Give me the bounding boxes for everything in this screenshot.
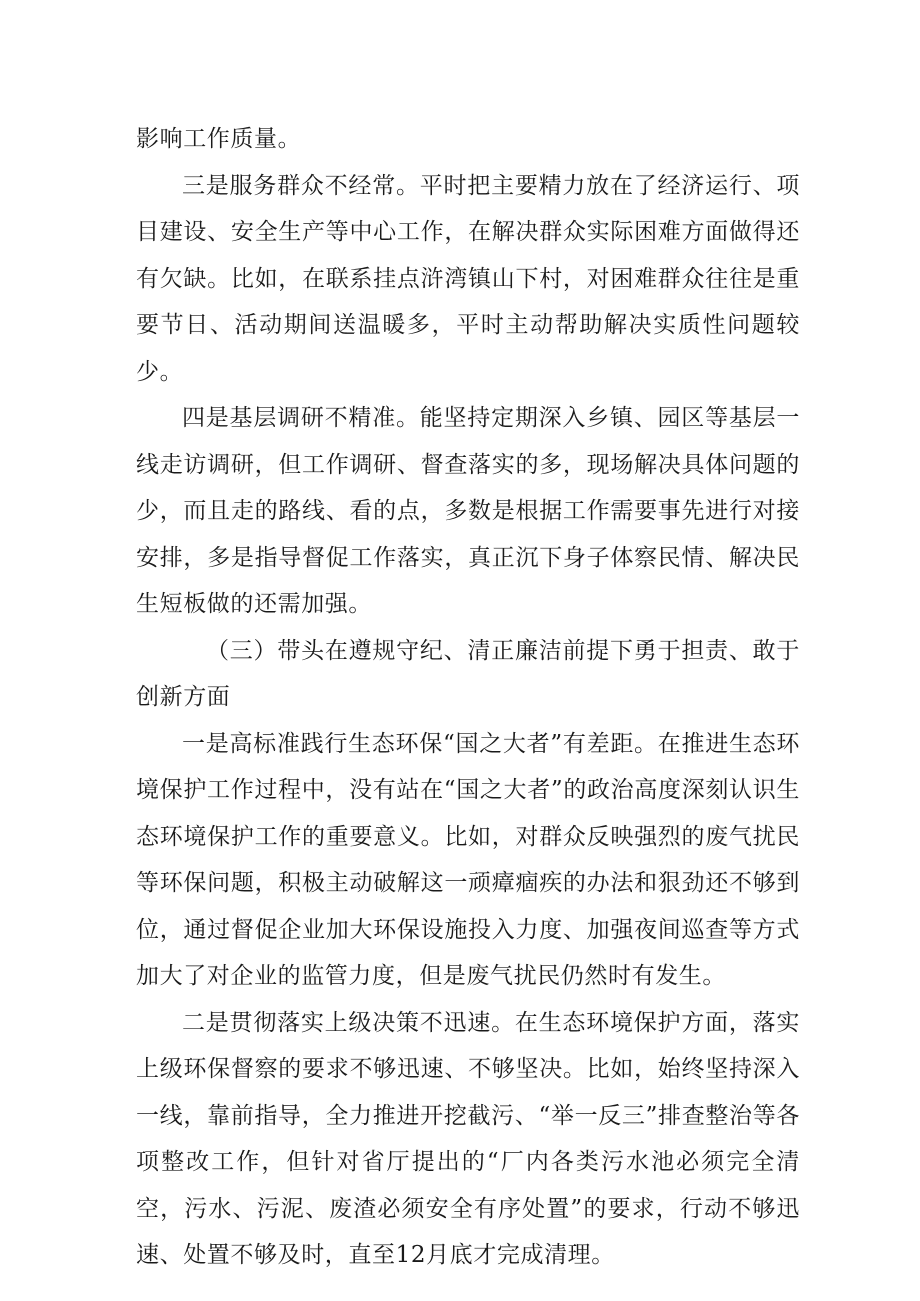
section-heading-three: （三）带头在遵规守纪、清正廉洁前提下勇于担责、敢于创新方面 [136,637,800,710]
paragraph-service-masses: 三是服务群众不经常。平时把主要精力放在了经济运行、项目建设、安全生产等中心工作，在解决群众实际困难方面做得还有欠缺。比如，在联系挂点浒湾镇山下村，对困难群众往往是重要节日、活动期间送温暖多，平时主动帮助解决实质性问题较少。 [136,172,800,385]
paragraph-eco-protection: 一是高标准践行生态环保“国之大者”有差距。在推进生态环境保护工作过程中，没有站在“国之大者”的政治高度深刻认识生态环境保护工作的重要意义。比如，对群众反映强烈的废气扰民等环保问题，积极主动破解这一顽瘴痼疾的办法和狠劲还不够到位，通过督促企业加大环保设施投入力度、加强夜间巡查等方式加大了对企业的监管力度，但是废气扰民仍然时有发生。 [136,730,800,989]
paragraph-grassroots-research: 四是基层调研不精准。能坚持定期深入乡镇、园区等基层一线走访调研，但工作调研、督查落实的多，现场解决具体问题的少，而且走的路线、看的点，多数是根据工作需要事先进行对接安排，多是指导督促工作落实，真正沉下身子体察民情、解决民生短板做的还需加强。 [136,405,800,617]
document-body [136,116,800,1279]
paragraph-implement-decisions: 二是贯彻落实上级决策不迅速。在生态环境保护方面，落实上级环保督察的要求不够迅速、不够坚决。比如，始终坚持深入一线，靠前指导，全力推进开挖截污、“举一反三”排查整治等各项整改工作，但针对省厅提出的“厂内各类污水池必须完全清空，污水、污泥、废渣必须安全有序处置”的要求，行动不够迅速、处置不够及时，直至12月底才完成清理。 [136,1009,800,1268]
paragraph-continuation: 影响工作质量。 [136,126,302,152]
